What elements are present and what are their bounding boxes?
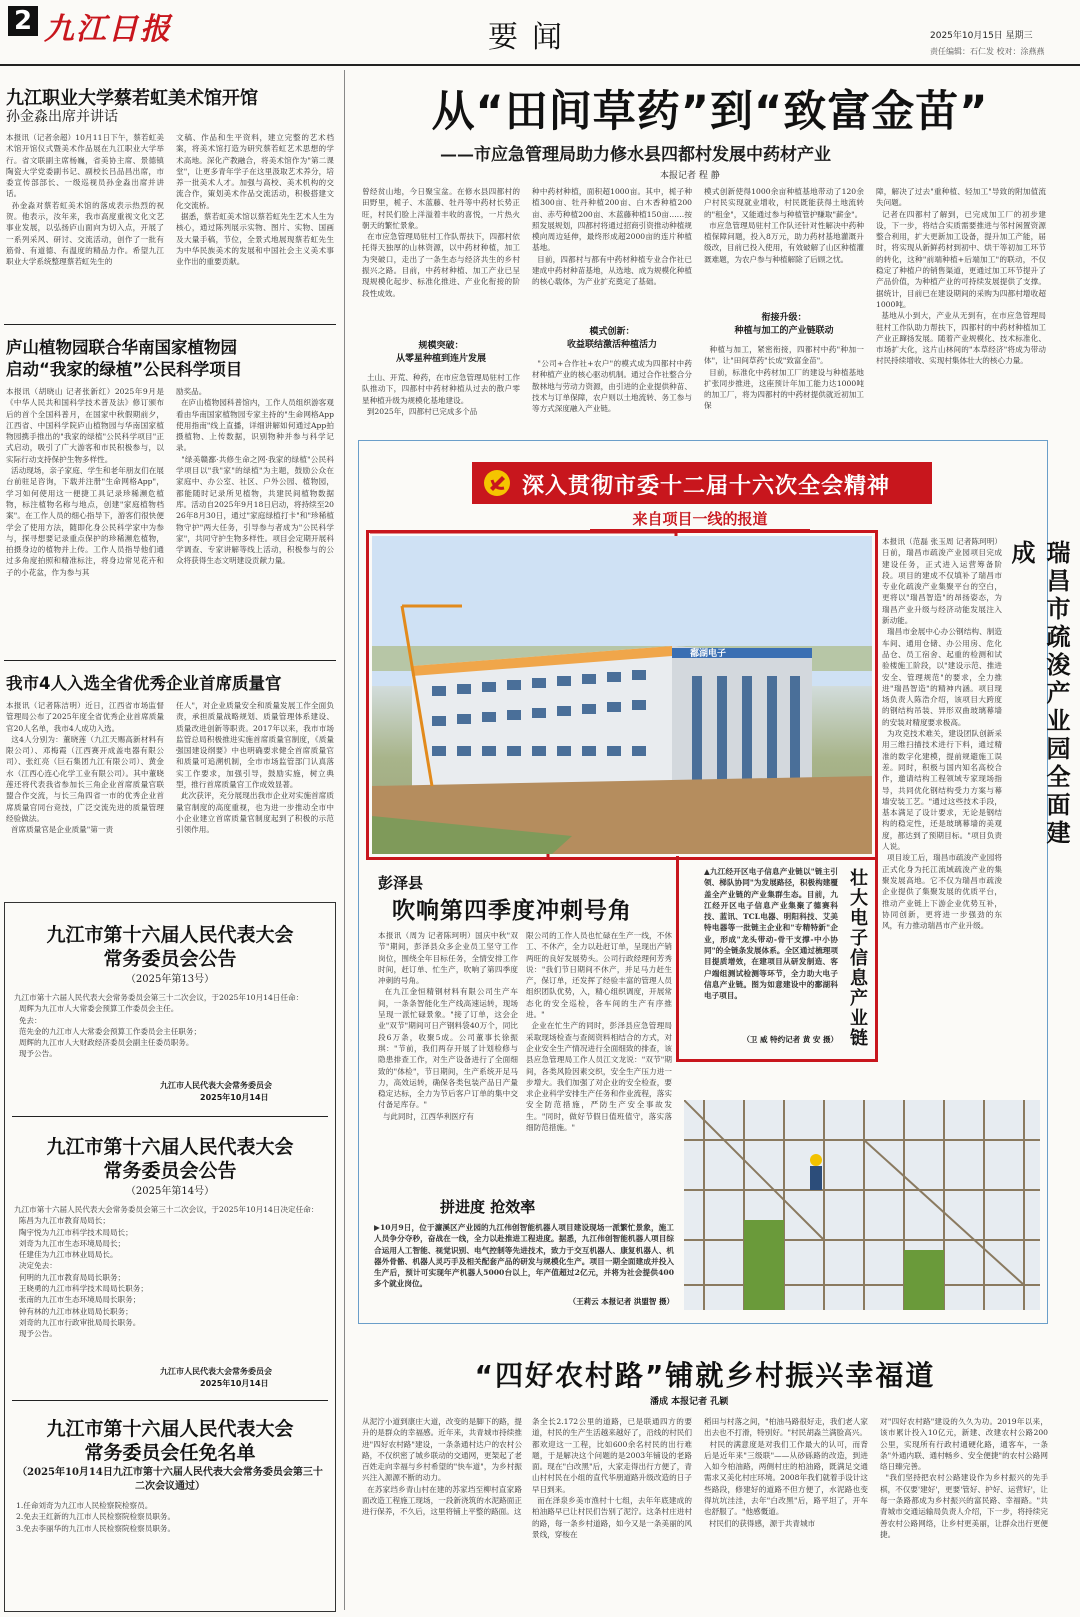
caption-border (366, 856, 679, 859)
article-body: 稻田与村落之间，"柏油马路很好走，我们老人家出去也不打滑，特别好。"村民胡淼兰满脸高兴。 村民的满意度是对我们工作最大的认可，而背后是近年来"三级联"——从砂砾路的改造，到进入如今柏油路，两侧村庄的柏油路，既满足交通需求又美化村庄环境。2008年我们就着手设计这些路段，修建好的道路不但方便了，水泥路也变得坑坑洼洼，去年"白改黑"后，路平坦了，开车也舒服了。"他感慨道。 村民们的获得感，源于共青城市 (704, 1417, 868, 1528)
divider (4, 660, 336, 661)
notice-signer: 九江市人民代表大会常务委员会 (160, 1081, 272, 1090)
article-body: 种植与加工，紧密衔接，四都村中药"种加一体"，让"田间草药"长成"致富金苗"。 目前，标准化中药材加工厂的建设与种植基地扩张同步推进，这座预计年加工能力达1000吨的加工厂，将为四都村的中药材提供就近初加工保 (704, 345, 864, 411)
byline: 潘成 本报记者 孔颖 (650, 1397, 729, 1407)
article-title: 吹响第四季度冲刺号角 (392, 898, 632, 924)
vertical-headline: 瑞昌市疏浚产业园全面建成 (1007, 540, 1070, 848)
party-emblem-icon (482, 468, 512, 498)
section-subhead: 衔接升级： 种植与加工的产业链联动 (734, 313, 834, 336)
lead-headline: 从“田间草药”到“致富金苗” (431, 87, 989, 137)
editor-credits: 责任编辑：石仁发 校对：涂燕燕 (930, 47, 1045, 56)
article-body: 从泥泞小道到康庄大道，改变的是脚下的路，提升的是群众的幸福感。近年来，共青城市持续推进"四好农村路"建设，一条条通村达户的农村公路，不仅织密了城乡联动的交通网，更架起了老百姓走向幸福与乡村希望的"快车道"，为乡村振兴注入源源不断的动力。 在苏家垱乡青山村在建的苏家垱至柳村直家路面改造工程施工现场，一段新浇筑的水泥路面正进行保养，不久后，这里将铺上平整的路面。这 (362, 1417, 522, 1517)
notice-body: 九江市第十六届人民代表大会常务委员会第三十二次会议，于2025年10月14日任命： 周辉为九江市人大常委会预算工作委员会主任。 免去： 范先金的九江市人大常委会预算工作委员会主任职务； 周辉的九江市人大财政经济委员会副主任委员职务。 现予公告。 (14, 993, 304, 1059)
photo-caption: ▶10月9日，位于濂溪区产业园的九江伟创智能机器人项目建设现场一派繁忙景象，施工人员争分夺秒，奋战在一线，全力以赴推进工程进度。据悉，九江伟创智能机器人项目综合运用人工智能、视觉识别、电气控制等先进技术，致力于交互机器人、康复机器人、机器外骨骼、机器人灵巧手及相关配套产品的研发与规模化生产。项目一期全面建成并投入生产后，预计可实现年产机器人5000台以上，年产值超过2亿元，并将为社会提供400多个就业岗位。 (374, 1223, 674, 1289)
notice-date: 2025年10月14日 (200, 1379, 269, 1388)
notice-number: （2025年第14号） (125, 1186, 215, 1197)
notice-body: 九江市第十六届人民代表大会常务委员会第三十二次会议，于2025年10月14日决定任命： 陈昌为九江市教育局局长； 陶宇悦为九江市科学技术局局长； 刘奇为九江市生态环境局局长； 任建佳为九江市林业局局长。 决定免去： 何明的九江市教育局局长职务； 王晓勇的九江市科学技术局局长职务； 张南的九江市生态环境局局长职务； 钟有林的九江市林业局局长职务； 刘奇的九江市行政审批局局长职务。 现予公告。 (14, 1205, 319, 1339)
divider (4, 324, 336, 325)
article-body: "公司+合作社+农户"的模式成为四都村中药材种植产业的核心驱动机制。通过合作社整合分散林地与劳动力资源，由引进的企业提供种苗、技术与订单保障，农户则以土地流转、务工参与等方式深度融入产业链。 (532, 359, 692, 414)
notice-title: 常务委员会任免名单 (84, 1442, 256, 1464)
article-body: 曾经贫山地，今日聚宝盆。在修水县四都村的田野里，栀子、木蓝藤、牡丹等中药材长势正旺，村民们脸上洋溢着丰收的喜悦，一片热火朝天的繁忙景象。 在市应急管理局驻村工作队帮扶下，四都村依托得天独厚的山林资源，以中药材种植，加工为突破口，走出了一条生态与经济共生的乡村振兴之路。目前，中药材种植、加工产业已呈现规模化起步、标准化推进、产业化衔接的阶段性成效。 (362, 187, 520, 298)
kicker: 彭泽县 (378, 874, 424, 892)
article-body: 励奖品。 在庐山植物园科普馆内，工作人员组织游客观看由华南国家植物园专家主持的"生命网格App使用指南"线上直播，详细讲解如何通过App拍摄植物、上传数据，识别物种并参与科学记录。 "绿美赣鄱·共修生命之网·我家的绿植"公民科学项目以"我"家"的绿植"为主题，鼓励公众在家庭中、办公室、社区、户外公园、植物园，都能随时记录所见植物，共建民间植物数据库。活动自2025年9月18日启动，将持续至2026年8月30日，通过"家庭绿植打卡"和"珍稀植物守护"两大任务，引导参与者成为"公民科学家"，共同守护生物多样性。项目会定期开展科学调查、专家讲解等线上活动，积极参与的公众将获得生态文明建设贡献力量。 (176, 387, 334, 566)
article-body: 任人"，对企业质量安全和质量发展工作全面负责，承担质量战略规划、质量管理体系建设、质量改进创新等职责。2017年以来，我市市场监管总局积极推进实施首席质量官制度，《质量强国建设纲要》中也明确要求健全首席质量官和质量可追溯机制，全市市场监管部门认真落实工作要求，加强引导，鼓励实施，树立典型，推行首席质量官工作成效显著。 此次获评，充分展现出我市企业对实施首席质量官制度的高度重视，也为进一步推动全市中小企业建立首席质量官制度起到了积极的示范引领作用。 (176, 701, 334, 835)
photo-credit: （卫 威 特约记者 黄 安 摄） (742, 1035, 838, 1044)
byline: 本报记者 程 静 (660, 171, 720, 181)
article-body: 本报讯（范磊 张玉周 记者陈珂明）日前，瑞昌市疏浚产业园项目完成建设任务，正式进入运营筹备阶段。项目的建成不仅填补了瑞昌市专业化疏浚产业集聚平台的空白，更将以"瑞昌智造"的昂扬姿态，为瑞昌产业升级与经济动能发展注入新动能。 瑞昌市金展中心办公钢结构、制造车间、通用仓储、办公用房、危化品仓、员工宿舍、起重的检测和试验楼施工阶段，以"建设示范、推进安全、管理规范"的要求，全力推进"瑞昌智造"的精神内涵。项目现场负责人陈浩介绍，该项目大跨度的钢结构吊装、异形双曲玻璃幕墙的安装对精度要求极高。 为攻克技术难关，建设团队创新采用三维扫描技术进行下料，通过精准的数字化建模，提前规避施工误差。同时，积极与国内知名高校合作，邀请结构工程领域专家现场指导，共同优化钢结构受力方案与幕墙安装工艺。"通过这些技术手段，基本满足了设计要求，无论是钢结构的稳定性，还是玻璃幕墙的美观度，都达到了预期目标。"项目负责人说。 项目竣工后，瑞昌市疏浚产业园将正式化身为托江流域疏浚产业的集聚发展高地。它不仅为瑞昌市疏浚企业提供了集聚发展的优质平台，推动产业链上下游企业优势互补，协同创新，更将进一步强劲的东风，有力推动瑞昌市产业升级。 (882, 537, 1002, 931)
notice-number: （2025年第13号） (125, 974, 215, 985)
article-title: “四好农村路”铺就乡村振兴幸福道 (474, 1359, 936, 1392)
article-title: 九江职业大学蔡若虹美术馆开馆 (6, 88, 258, 109)
photo-caption: ▲九江经开区电子信息产业链以"链主引领、梯队协同"为发展路径，积极构建覆盖全产业链的产业集群生态。目前，九江经开区电子信息产业集聚了德赛科技、蓝讯、TCL电器、明阳科技、艾美特电器等一批链主企业和"专精特新"企业，形成"龙头带动-骨干支撑-中小协同"的全链条发展体系。全区通过梳理项目提质增效，在建项目从研发制造、客户端组测试检测等环节，全力助大电子信息产业链。图为如意建设中的鄱湖科电子项目。 (704, 867, 838, 1001)
notice-title: 九江市第十六届人民代表大会 (46, 1418, 294, 1440)
construction-photo (684, 1100, 1040, 1310)
article-body: 条全长2.172公里的道路，已是联通四方的要道，村民的生产生活越来越好了，沿线的村民们都欢迎这一工程，比如600余名村民的出行难题，于是解决这个问题的是2003年铺设的老路面。现在"白改黑"后，大家走得出行方便了，青山村村民在小组的直代华朋道路升级改造的日子早日到来。 而在泽泉乡美市渔村十七组，去年年底建成的柏油路早已让村民们告别了泥泞。这条村庄进村的路，每一条乡村道路，如今又是一条美丽的风景线，穿梭在 (532, 1417, 692, 1539)
article-title: 我市4人入选全省优秀企业首席质量官 (6, 674, 282, 693)
notice-title: 常务委员会公告 (103, 1160, 237, 1182)
article-subtitle: 孙金淼出席并讲话 (6, 109, 118, 125)
article-body: 障，解决了过去"重种植、轻加工"导致的附加值流失问题。 记者在四都村了解到，已完成加工厂的初步建设，下一步，将结合实质需要推进与邻村闲置资源整合利用，扩大更新加工设备，提升加工产能，届时，将实现从新鲜药材到初中、烘干等初加工环节的转化，这种"前端种植+后端加工"的联动，不仅稳定了种植户的销售渠道，更通过加工环节提升了产品价值，为种植产业的可持续发展提供了支撑。据统计，目前已在建设期间的采购为四都村增收超1000吨。 基地从小到大，产业从无到有，在市应急管理局驻村工作队助力帮扶下，四都村的中药材种植加工产业正蹿扬发展。随着产业规模化、技术标准化、市场扩大化，这片山林间的"本草经济"将成为带动村民持续增收、实现村集体壮大的核心力量。 (876, 187, 1046, 366)
factory-photo (372, 536, 872, 854)
notice-title: 九江市第十六届人民代表大会 (46, 1136, 294, 1158)
feature-banner-text: 深入贯彻市委十二届十六次全会精神 (522, 474, 891, 499)
lead-subheadline: ——市应急管理局助力修水县四都村发展中药材产业 (440, 145, 831, 165)
feature-banner (472, 462, 932, 504)
photo-credit: （王莉云 本报记者 洪盟智 摄） (568, 1297, 674, 1306)
notice-body: 1.任命刘奇为九江市人民检察院检察员。 2.免去王红新的九江市人民检察院检察员职务。 3.免去李丽华的九江市人民检察院检察员职务。 (16, 1501, 176, 1533)
article-body: 限公司的工作人员也忙碌在生产一线，不休工、不休产，全力以赴赶订单，呈现出产销两旺的良好发展势头。公司行政经理何芳秀说："我们节日期间不休产，并足马力赶生产，保订单，还发挥了经验丰富的管理人员组织团队优势，入，精心组织调度，开展常态化的安全巡检，各车间的生产有序推进。" 企业在忙生产的同时，彭泽县应急管理局采取现场检查与查阅资料相结合的方式，对企业安全生产情况进行全面细致的排查，该县应急管理局工作人员江文龙说："双节"期间，各类风险因素交织，安全生产压力进一步增大。我们加强了对企业的安全检查，要求企业科学安排生产任务和作业流程，落实安全防范措施，严防生产安全事故发生。"同时，做好节假日值班值守，落实落细防范措施。" (526, 931, 672, 1133)
feature-label: 来自项目一线的报道 (590, 508, 810, 530)
article-body: 本报讯（周为 记者陈珂明）国庆中秋"双节"期间，彭泽县众多企业员工坚守工作岗位，围绕全年目标任务，全情安排工作时间，赶订单、忙生产，吹响了第四季度冲刺的号角。 在九江金恒精钢材料有限公司生产车间，一条条智能化生产线高速运转，现场呈现一派忙碌景象。"接了订单，这会企业"双节"期间可日产钢料袋40万个，同比段6万条，收聚5成。公司董事长徐振琪："节前，我们两存开展了计划检修与隐患排查工作，对生产设备进行了全面细致的"体检"，节日期间，生产系统开足马力，高效运转，确保各类包装产品日产量稳定达标，全力为节后客户订单的集中交付备足库存。" 与此同时，江西华利医疗有 (378, 931, 518, 1121)
article-body: 本报讯（记者余超）10月11日下午，蔡若虹美术馆开馆仪式暨美术作品展在九江职业大学举行。省文联副主席杨巍，省美协主席、景德镇陶瓷大学党委副书记、副校长吕品昌出席，市委宣传部部长、一级巡视员孙金淼出席并讲话。 孙金淼对蔡若虹美术馆的落成表示热烈的祝贺。他表示，汝年来，我市高度重视文化文艺事业发展，以弘扬庐山面向为切入点，开展了一系列采风、研讨、交流活动，创作了一批有筋骨、有道德、有温度的精品力作。希望九江职业大学系统整理蔡若虹先生的 (6, 133, 164, 267)
section-title: 要闻 (488, 20, 576, 55)
article-body: 本报讯（胡晓山 记者张新红）2025年9月是《中华人民共和国科学技术普及法》修订颁布后的首个全国科普月，在国家中秋假期前夕，江西省、中国科学院庐山植物园与华南国家植物园携手推出的"我家的绿植"公民科学项目"正式启动，吸引了广大游客和市民积极参与，以实际行动支持保护生物多样性。 活动现场，亲子家庭、学生和老年朋友们在展台前驻足咨询，下载并注册"生命网格App"，学习如何使用这一便捷工具记录珍稀濒危植物，标注植物名称与地点，创建"家庭植物档案"。在工作人员的细心指导下，游客们很快便学会了使用方法，随即化身公民科学家中为参与，探寻想要记录重点保护的珍稀濒危植物，拍摄身边的植物并上传。工作人员指导他们通过多角度拍照和精准标注，将身边常见花卉和子的小花盆，作为参与其 (6, 387, 164, 577)
divider (12, 1400, 328, 1401)
article-body: 土山、开荒、种药，在市应急管理局驻村工作队推动下，四都村中药材种植从过去的散户零星种植升级为规模化基地建设。 到2025年，四都村已完成多个品 (362, 373, 520, 416)
divider (12, 1116, 328, 1117)
article-body: 种中药材种植，面积超1000亩。其中，栀子种植300亩、牡丹种植200亩、白木香种植200亩、赤芍种植200亩、木蓝藤种植150亩……按照发展规划，四都村将通过招商引资推动种植规模向周边延伸，最终形成超2000亩的连片种植基地。 目前，四都村与都有中药材种植专业合作社已建成中药材种苗基地，从选地、成为规模化种植的核心载体，为产业扩充奠定了基础。 (532, 187, 692, 287)
article-body: 模式创新使得1000余亩种植基地带动了120余户村民实现就业增收，村民既能获得土地流转的"租金"，又能通过参与种植管护赚取"薪金"。 市应急管理局驻村工作队还针对性解决中药种植保障问题，投入8万元，助力药材基地灌溉升级改，目前已投入使用，有效破解了山区种植灌溉难题，为农户参与种植解除了后顾之忧。 (704, 187, 864, 264)
notice-signer: 九江市人民代表大会常务委员会 (160, 1367, 272, 1376)
column-rule (344, 70, 345, 1610)
article-title: 庐山植物园联合华南国家植物园 (6, 338, 237, 357)
issue-date: 2025年10月15日 星期三 (930, 31, 1033, 41)
article-title: 启动“我家的绿植”公民科学项目 (6, 360, 243, 379)
notice-title: 常务委员会公告 (103, 948, 237, 970)
photo-title: 拼进度 抢效率 (440, 1198, 536, 1216)
notice-subtitle: （2025年10月14日九江市第十六届人民代表大会常务委员会第三十二次会议通过） (17, 1467, 323, 1492)
notice-title: 九江市第十六届人民代表大会 (46, 924, 294, 946)
page-number-badge: 2 (8, 6, 38, 36)
section-subhead: 规模突破： 从零星种植到连片发展 (395, 341, 486, 364)
section-subhead: 模式创新： 收益联结激活种植活力 (566, 327, 657, 350)
paper-logo: 九江日报 (44, 12, 172, 47)
vertical-headline: 壮大电子信息产业链 (847, 868, 868, 1048)
notice-date: 2025年10月14日 (200, 1093, 269, 1102)
building-sign: 鄱湖电子 (690, 649, 727, 659)
article-body: 本报讯（记者陈洁明）近日，江西省市场监督管理局公布了2025年度全省优秀企业首席质量官20人名单，我市4人成功入选。 这4人分别为：董晓莲（九江天赐高新材料有限公司）、邓梅霞（江西赛开成盖电器有限公司）、张红亮（巨石集团九江有限公司）、黄金水（江西心连心化学工业有限公司）。其中董晓莲还将代表我省参加长三角企业首席质量官联盟合作交流，与长三角四省一市的优秀企业首席质量官同台竞技，广泛交流先进的质量管理经验做法。 首席质量官是企业质量"第一责 (6, 701, 164, 835)
article-body: 对"四好农村路"建设的久久为功。2019年以来，该市累计投入10亿元，新建、改建农村公路200公里，实现所有行政村通硬化路，通客车，一条条"外通内联、通村畅乡、安全便捷"的农村公路网络日臻完善。 "我们坚持把农村公路建设作为乡村振兴的先手棋，不仅要'建好'，更要'管好、护好、运营好'，让每一条路都成为乡村振兴的富民路、幸福路。"共青城市交通运输局负责人介绍，下一步，将持续完善农村公路网络，让乡村更美丽，让群众出行更便捷。 (880, 1417, 1048, 1539)
article-body: 文稿、作品和生平资料，建立完整的艺术档案，将美术馆打造为研究蔡若虹艺术思想的学术高地。深化产教融合，将美术馆作为"第二课堂"，让更多青年学子在这里汲取艺术养分，培养一批美术人才。加强与高校、美术机构的交流合作，策划美术作品交流活动，积极搭建文化交流桥。 据悉，蔡若虹美术馆以蔡若虹先生艺术人生为核心，通过陈列展示实物、图片、实物、国画及大量手稿，节位，全景式地展现蔡若虹先生为中华民族美术的发展和中国社会主义美术事业作出的重要贡献。 (176, 133, 334, 267)
masthead-rule (0, 64, 1080, 66)
